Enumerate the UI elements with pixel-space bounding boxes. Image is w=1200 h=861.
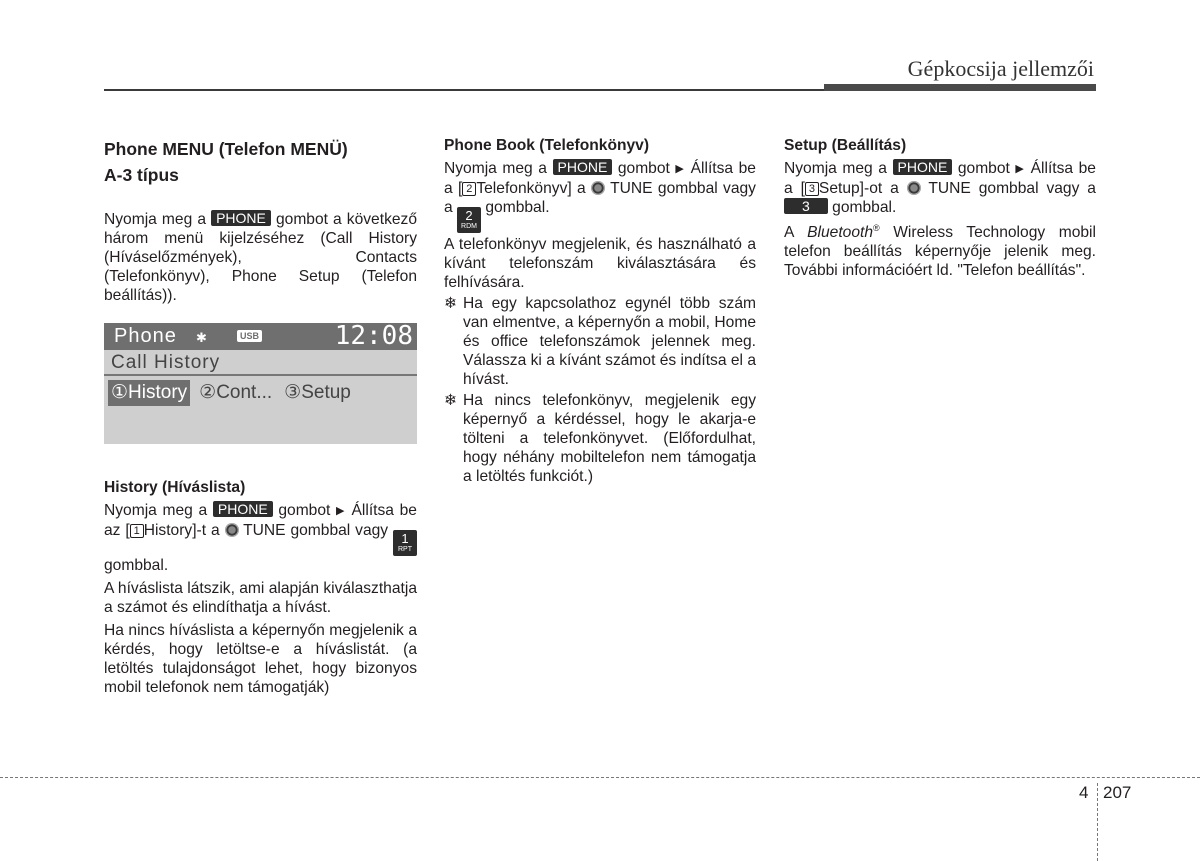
phonebook-paragraph-2: A telefonkönyv megjelenik, és használható a kívánt telefonszám kiválasztására és felhívására.	[444, 235, 756, 291]
phone-button-badge: PHONE	[213, 501, 273, 517]
screen-tab-setup[interactable]: ③Setup	[284, 382, 351, 403]
section-subtitle: A-3 típus	[104, 165, 179, 185]
tune-knob-icon	[225, 523, 239, 537]
history-paragraph-3: Ha nincs híváslista a képernyőn megjelenik a kérdés, hogy letöltse-e a híváslistát. (a letöltés tulajdonságot lehet, hogy bizonyos mobil telefonok nem támogatják)	[104, 621, 417, 696]
section-title: Phone MENU (Telefon MENÜ)	[104, 139, 348, 159]
page-header-title: Gépkocsija jellemzői	[907, 56, 1094, 81]
footer-divider	[0, 777, 1200, 778]
screen-tab-contacts[interactable]: ②Cont...	[199, 382, 273, 403]
history-paragraph-2: A híváslista látszik, ami alapján kiválaszthatja a számot és elindíthatja a hívást.	[104, 579, 417, 616]
note-snowflake-icon: ❄	[444, 391, 458, 409]
page-number: 207	[1103, 783, 1132, 802]
screen-clock: 12:08	[334, 321, 413, 351]
footer-vertical-divider	[1097, 783, 1098, 861]
preset-key-3: 3	[784, 198, 828, 214]
history-heading: History (Híváslista)	[104, 479, 246, 496]
screen-title: Phone	[114, 325, 177, 347]
arrow-right-icon: ▶	[1015, 163, 1026, 175]
usb-icon: USB	[237, 330, 262, 342]
tune-knob-icon	[907, 181, 921, 195]
arrow-right-icon: ▶	[336, 505, 346, 517]
note-item: ❄ Ha egy kapcsolathoz egynél több szám van elmentve, a képernyőn a mobil, Home és office telefonszámok jelennek meg. Válassza ki a kívánt számot és indítsa el a hívást.	[444, 294, 756, 388]
history-paragraph-1: Nyomja meg a PHONE gombot ▶ Állítsa be az [ 1 History]-t a TUNE gombbal vagy 1 RPT gombbal.	[104, 501, 417, 574]
tune-knob-icon	[591, 181, 605, 195]
phone-button-badge: PHONE	[893, 159, 953, 175]
column-2	[444, 136, 756, 486]
header-rule-accent	[824, 84, 1096, 91]
bluetooth-icon: ✱	[196, 330, 207, 345]
setup-paragraph-1: Nyomja meg a PHONE gombot ▶ Állítsa be a [ 3 Setup]-ot a TUNE gombbal vagy a 3 gombbal.	[784, 159, 1096, 216]
screen-divider	[104, 374, 417, 376]
phonebook-heading: Phone Book (Telefonkönyv)	[444, 137, 650, 154]
screen-menu-tabs	[108, 380, 360, 406]
number-box-icon: 2	[462, 182, 476, 196]
setup-paragraph-2: A Bluetooth® Wireless Technology mobil telefon beállítás képernyője jelenik meg. További információért ld. "Telefon beállítás".	[784, 223, 1096, 280]
phonebook-paragraph-1: Nyomja meg a PHONE gombot ▶ Állítsa be a [ 2 Telefonkönyv] a TUNE gombbal vagy a 2 RDM gombbal.	[444, 159, 756, 233]
screen-subtitle: Call History	[111, 352, 221, 373]
header-rule	[104, 89, 824, 91]
section-number: 4	[1079, 783, 1089, 802]
preset-key-1: 1 RPT	[393, 530, 417, 556]
screen-tab-history[interactable]: ①History	[108, 380, 190, 406]
note-snowflake-icon: ❄	[444, 294, 458, 312]
preset-key-2: 2 RDM	[457, 207, 481, 233]
phone-button-badge: PHONE	[553, 159, 613, 175]
arrow-right-icon: ▶	[675, 163, 686, 175]
intro-paragraph: Nyomja meg a PHONE gombot a következő három menü kijelzéséhez (Call History (Híváselőzmények), Contacts (Telefonkönyv), Phone Setup (Telefon beállítás)).	[104, 210, 418, 304]
setup-heading: Setup (Beállítás)	[784, 137, 907, 154]
number-box-icon: 3	[805, 182, 819, 196]
bluetooth-brand: Bluetooth	[807, 224, 874, 242]
column-1	[104, 136, 417, 697]
phone-button-badge: PHONE	[211, 210, 271, 226]
phone-menu-screen	[104, 323, 417, 444]
number-box-icon: 1	[130, 524, 144, 538]
note-item: ❄ Ha nincs telefonkönyv, megjelenik egy képernyő a kérdéssel, hogy le akarja-e tölteni a telefonkönyvet. (Előfordulhat, hogy néhány mobiltelefon nem támogatja a letöltés funkciót.)	[444, 391, 756, 485]
column-3	[784, 136, 1096, 280]
